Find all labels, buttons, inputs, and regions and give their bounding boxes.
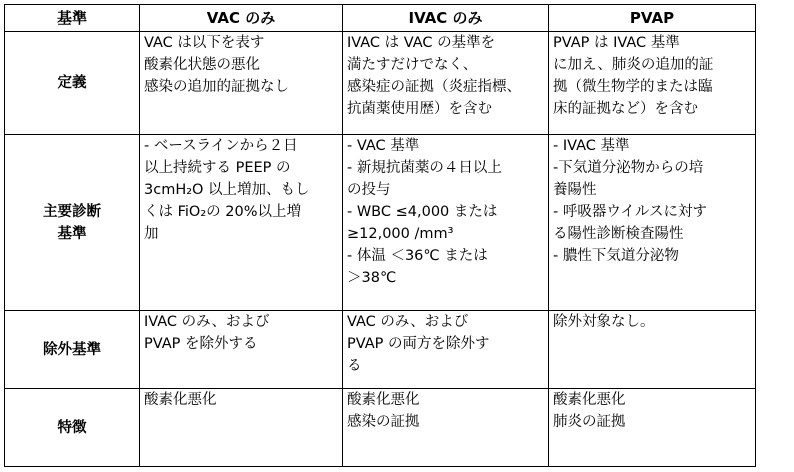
exclusion-ivac-line: PVAP の両方を除外す (347, 336, 490, 352)
definition-ivac-line: 感染症の証拠（炎症指標、 (347, 79, 521, 95)
definition-pvap-line: に加え、肺炎の追加的証 (553, 57, 714, 73)
features-ivac-line: 感染の証拠 (347, 414, 420, 430)
definition-vac-line: 感染の追加的証拠なし (144, 79, 289, 95)
header-ivac-only: IVAC のみ (343, 5, 549, 32)
header-row (5, 5, 756, 32)
features-ivac-line: 酸素化悪化 (347, 392, 420, 408)
row-exclusion (5, 311, 756, 389)
features-vac-line: 酸素化悪化 (144, 392, 217, 408)
definition-ivac-cell (343, 32, 549, 135)
main-criteria-pvap-line: 養陽性 (553, 182, 597, 198)
main-criteria-ivac-line: - VAC 基準 (347, 138, 420, 154)
features-vac-cell (140, 389, 343, 467)
exclusion-pvap-cell (549, 311, 756, 389)
row-features (5, 389, 756, 467)
features-pvap-line: 酸素化悪化 (553, 392, 626, 408)
exclusion-vac-line: IVAC のみ、および (144, 314, 270, 330)
header-criteria: 基準 (5, 5, 140, 32)
definition-vac-cell (140, 32, 343, 135)
main-criteria-ivac-line: - 新規抗菌薬の４日以上 (347, 160, 502, 176)
main-criteria-pvap-line: - 呼吸器ウイルスに対す (553, 204, 707, 220)
features-pvap-cell (549, 389, 756, 467)
criteria-comparison-table (4, 4, 756, 467)
row-label-main-criteria-line: 主要診断 (43, 203, 101, 220)
exclusion-ivac-line: る (347, 358, 362, 374)
main-criteria-ivac-line: ≥12,000 /mm³ (347, 226, 454, 242)
criteria-table-container (4, 4, 756, 467)
exclusion-ivac-cell (343, 311, 549, 389)
header-vac-only: VAC のみ (140, 5, 343, 32)
features-pvap-line: 肺炎の証拠 (553, 414, 626, 430)
definition-pvap-line: PVAP は IVAC 基準 (553, 35, 680, 51)
main-criteria-vac-line: 3cmH₂O 以上増加、もし (144, 182, 310, 198)
row-label-main-criteria (5, 135, 140, 311)
main-criteria-vac-line: 加 (144, 226, 159, 242)
main-criteria-ivac-line: の投与 (347, 182, 391, 198)
row-main-criteria (5, 135, 756, 311)
main-criteria-vac-cell (140, 135, 343, 311)
main-criteria-pvap-line: る陽性診断検査陽性 (553, 226, 684, 242)
definition-vac-line: VAC は以下を表す (144, 35, 265, 51)
main-criteria-pvap-line: - 膿性下気道分泌物 (553, 248, 679, 264)
row-label-features: 特徴 (5, 389, 140, 467)
definition-ivac-line: 満たすだけでなく、 (347, 57, 478, 73)
definition-ivac-line: 抗菌薬使用歴）を含む (347, 101, 492, 117)
main-criteria-vac-line: 以上持続する PEEP の (144, 160, 291, 176)
definition-pvap-line: 床的証拠など）を含む (553, 101, 698, 117)
definition-vac-line: 酸素化状態の悪化 (144, 57, 260, 73)
main-criteria-vac-line: くは FiO₂の 20%以上増 (144, 204, 301, 220)
main-criteria-vac-line: - ベースラインから２日 (144, 138, 298, 154)
main-criteria-ivac-line: - 体温 ＜36℃ または (347, 248, 488, 264)
definition-pvap-cell (549, 32, 756, 135)
main-criteria-pvap-line: -下気道分泌物からの培 (553, 160, 704, 176)
main-criteria-pvap-line: - IVAC 基準 (553, 138, 630, 154)
features-ivac-cell (343, 389, 549, 467)
main-criteria-pvap-cell (549, 135, 756, 311)
row-label-main-criteria-line: 基準 (57, 225, 87, 242)
main-criteria-ivac-line: ＞38℃ (347, 270, 397, 286)
exclusion-vac-cell (140, 311, 343, 389)
definition-ivac-line: IVAC は VAC の基準を (347, 35, 496, 51)
exclusion-ivac-line: VAC のみ、および (347, 314, 469, 330)
definition-pvap-line: 拠（微生物学的または臨 (553, 79, 713, 95)
header-pvap: PVAP (549, 5, 756, 32)
exclusion-vac-line: PVAP を除外する (144, 336, 258, 352)
row-definition (5, 32, 756, 135)
row-label-definition: 定義 (5, 32, 140, 135)
exclusion-pvap-line: 除外対象なし。 (553, 314, 655, 330)
row-label-exclusion: 除外基準 (5, 311, 140, 389)
main-criteria-ivac-line: - WBC ≤4,000 または (347, 204, 498, 220)
main-criteria-ivac-cell (343, 135, 549, 311)
